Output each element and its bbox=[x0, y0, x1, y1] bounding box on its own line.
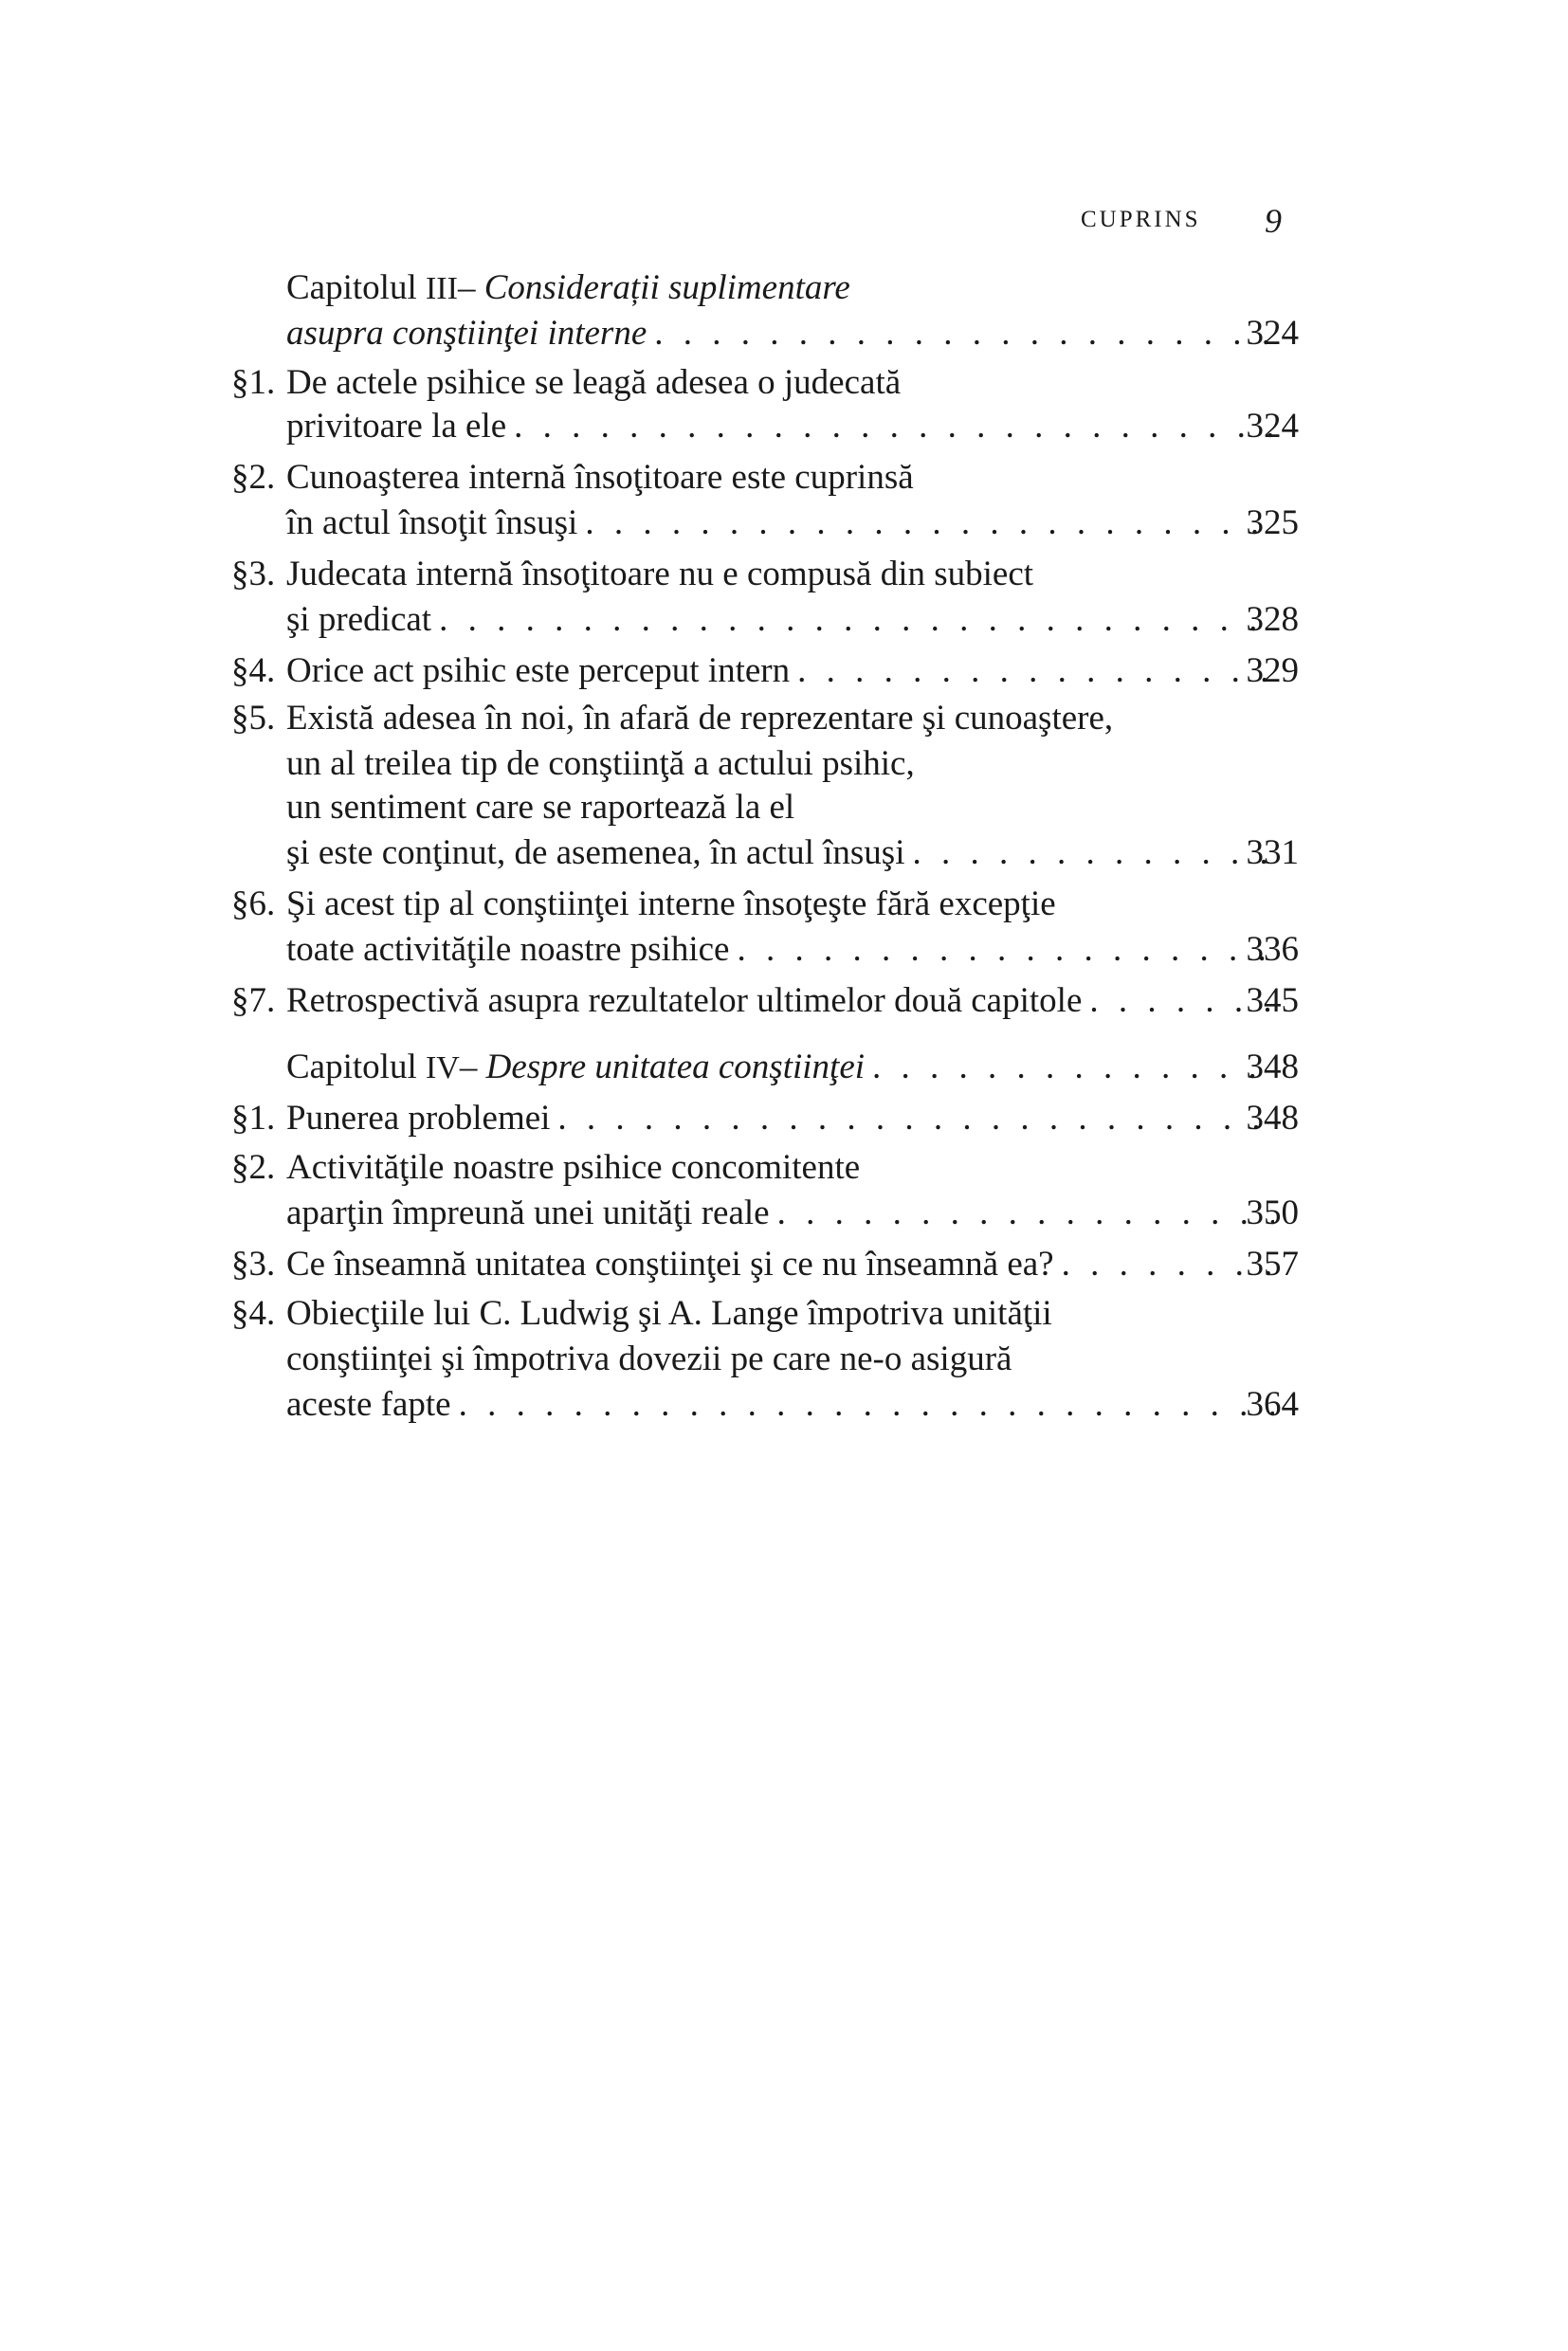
entry-line: privitoare la ele bbox=[286, 407, 507, 446]
page-number: 9 bbox=[1265, 202, 1282, 240]
chapter-4-page: 348 bbox=[1246, 1048, 1299, 1086]
toc-entry bbox=[0, 457, 1568, 499]
section-mark: §1. bbox=[231, 363, 276, 402]
chapter-3-page: 324 bbox=[1246, 314, 1299, 353]
chapter-title: Despre unitatea conştiinţei bbox=[485, 1048, 866, 1086]
chapter-3-heading bbox=[0, 267, 1568, 309]
entry-page: 324 bbox=[1246, 407, 1299, 446]
entry-line: Judecata internă însoţitoare nu e compusă din subiect bbox=[286, 555, 1034, 593]
toc-entry-last-line bbox=[0, 599, 1568, 641]
chapter-title-line1: Considerații suplimentare bbox=[483, 268, 850, 307]
chapter-3-title-line2 bbox=[0, 313, 1568, 355]
entry-line: Obiecţiile lui C. Ludwig şi A. Lange împotriva unităţii bbox=[286, 1294, 1052, 1333]
running-head-title: CUPRINS bbox=[1081, 207, 1201, 232]
chapter-dash: – bbox=[457, 268, 476, 307]
entry-page: 328 bbox=[1246, 600, 1299, 639]
section-mark: §3. bbox=[231, 555, 276, 593]
entry-page: 331 bbox=[1246, 833, 1299, 872]
entry-line: Retrospectivă asupra rezultatelor ultimelor două capitole bbox=[286, 981, 1083, 1020]
entry-line: aparţin împreună unei unităţi reale bbox=[286, 1194, 770, 1232]
entry-line: Şi acest tip al conştiinţei interne însoţeşte fără excepţie bbox=[286, 884, 1056, 923]
toc-entry-last-line bbox=[0, 832, 1568, 874]
toc-entry-line bbox=[0, 787, 1568, 829]
entry-line: Cunoaşterea internă însoţitoare este cuprinsă bbox=[286, 458, 914, 497]
chapter-label: Capitolul bbox=[286, 268, 417, 307]
toc-entry bbox=[0, 980, 1568, 1022]
section-mark: §2. bbox=[231, 458, 276, 497]
entry-page: 345 bbox=[1246, 981, 1299, 1020]
entry-page: 325 bbox=[1246, 503, 1299, 542]
toc-entry-last-line bbox=[0, 1193, 1568, 1234]
entry-page: 329 bbox=[1246, 651, 1299, 690]
entry-line: aceste fapte bbox=[286, 1385, 451, 1424]
chapter-roman: IV bbox=[425, 1050, 460, 1085]
entry-page: 348 bbox=[1246, 1099, 1299, 1138]
toc-entry bbox=[0, 884, 1568, 925]
chapter-roman: III bbox=[425, 271, 458, 306]
toc-entry bbox=[0, 1244, 1568, 1285]
entry-line: conştiinţei şi împotriva dovezii pe care ne-o asigură bbox=[286, 1340, 1012, 1378]
entry-line: şi predicat bbox=[286, 600, 432, 639]
toc-entry bbox=[0, 1293, 1568, 1335]
entry-line: Punerea problemei bbox=[286, 1099, 551, 1138]
toc-entry-last-line bbox=[0, 929, 1568, 971]
entry-line: De actele psihice se leagă adesea o judecată bbox=[286, 363, 902, 402]
entry-line: Orice act psihic este perceput intern bbox=[286, 651, 791, 690]
toc-entry bbox=[0, 1098, 1568, 1139]
entry-line: un al treilea tip de conştiinţă a actului psihic, bbox=[286, 744, 915, 783]
entry-page: 364 bbox=[1246, 1385, 1299, 1424]
section-mark: §5. bbox=[231, 699, 276, 738]
toc-entry-line bbox=[0, 743, 1568, 785]
section-mark: §1. bbox=[231, 1099, 276, 1138]
toc-entry-last-line bbox=[0, 502, 1568, 544]
section-mark: §2. bbox=[231, 1148, 276, 1187]
toc-entry bbox=[0, 362, 1568, 404]
entry-line: şi este conţinut, de asemenea, în actul însuşi bbox=[286, 833, 905, 872]
section-mark: §6. bbox=[231, 884, 276, 923]
toc-entry-last-line bbox=[0, 1384, 1568, 1426]
entry-line: Activităţile noastre psihice concomitente bbox=[286, 1148, 861, 1187]
entry-line: Ce înseamnă unitatea conştiinţei şi ce nu înseamnă ea? bbox=[286, 1245, 1054, 1284]
entry-line: un sentiment care se raportează la el bbox=[286, 788, 795, 827]
toc-entry-line bbox=[0, 1339, 1568, 1380]
toc-entry bbox=[0, 698, 1568, 739]
chapter-4-heading bbox=[0, 1047, 1568, 1088]
entry-line: Există adesea în noi, în afară de reprezentare şi cunoaştere, bbox=[286, 699, 1114, 738]
section-mark: §4. bbox=[231, 1294, 276, 1333]
chapter-label: Capitolul bbox=[286, 1048, 417, 1086]
toc-entry bbox=[0, 650, 1568, 692]
entry-page: 336 bbox=[1246, 930, 1299, 969]
entry-line: în actul însoţit însuşi bbox=[286, 503, 578, 542]
toc-entry bbox=[0, 1147, 1568, 1189]
entry-page: 350 bbox=[1246, 1194, 1299, 1232]
section-mark: §4. bbox=[231, 651, 276, 690]
section-mark: §3. bbox=[231, 1245, 276, 1284]
chapter-title-line2: asupra conştiinţei interne bbox=[286, 314, 647, 353]
entry-page: 357 bbox=[1246, 1245, 1299, 1284]
chapter-dash: – bbox=[459, 1048, 478, 1086]
entry-line: toate activităţile noastre psihice bbox=[286, 930, 730, 969]
section-mark: §7. bbox=[231, 981, 276, 1020]
toc-entry-last-line bbox=[0, 406, 1568, 447]
toc-entry bbox=[0, 554, 1568, 595]
